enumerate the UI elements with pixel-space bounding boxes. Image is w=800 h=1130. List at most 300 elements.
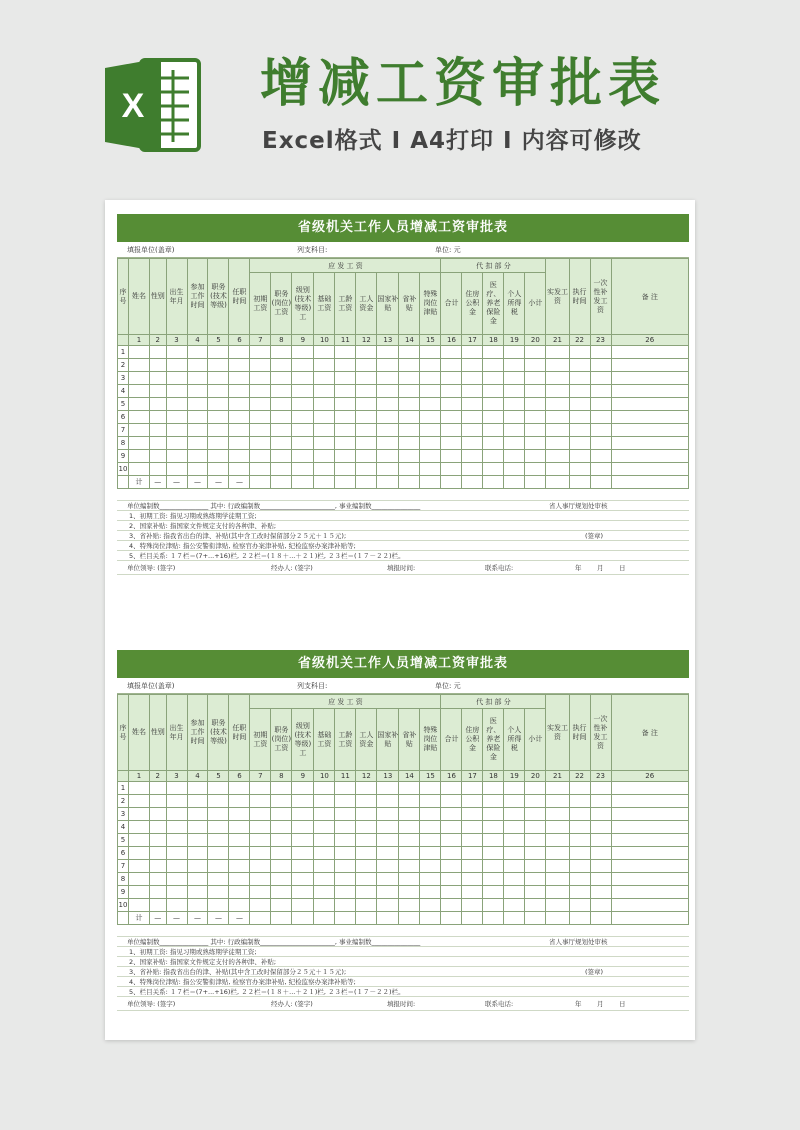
table-cell[interactable] <box>420 359 441 372</box>
table-cell[interactable] <box>420 372 441 385</box>
table-cell[interactable] <box>399 873 420 886</box>
table-cell[interactable] <box>569 411 590 424</box>
table-cell[interactable] <box>420 385 441 398</box>
table-cell[interactable] <box>356 463 377 476</box>
table-cell[interactable] <box>546 795 569 808</box>
table-cell[interactable] <box>399 463 420 476</box>
table-cell[interactable] <box>250 450 271 463</box>
table-cell[interactable] <box>271 860 292 873</box>
table-cell[interactable] <box>208 359 229 372</box>
table-cell[interactable] <box>356 899 377 912</box>
table-cell[interactable] <box>504 398 525 411</box>
table-cell[interactable] <box>590 385 611 398</box>
table-cell[interactable] <box>590 476 611 489</box>
table-cell[interactable] <box>250 372 271 385</box>
table-cell[interactable] <box>590 795 611 808</box>
table-cell[interactable] <box>420 476 441 489</box>
table-cell[interactable] <box>292 476 314 489</box>
table-cell[interactable] <box>504 834 525 847</box>
table-cell[interactable] <box>314 860 335 873</box>
table-cell[interactable] <box>150 847 167 860</box>
table-cell[interactable] <box>271 372 292 385</box>
table-cell[interactable] <box>271 834 292 847</box>
table-cell[interactable] <box>441 912 462 925</box>
table-cell[interactable] <box>611 899 689 912</box>
table-cell[interactable] <box>292 860 314 873</box>
table-cell[interactable] <box>590 912 611 925</box>
table-cell[interactable] <box>314 463 335 476</box>
table-cell[interactable] <box>569 450 590 463</box>
table-cell[interactable] <box>292 847 314 860</box>
table-cell[interactable] <box>546 346 569 359</box>
table-cell[interactable] <box>208 398 229 411</box>
table-cell[interactable] <box>441 873 462 886</box>
table-cell[interactable] <box>187 808 208 821</box>
table-cell[interactable] <box>462 385 483 398</box>
table-cell[interactable] <box>420 912 441 925</box>
table-cell[interactable] <box>187 372 208 385</box>
table-cell[interactable] <box>611 411 689 424</box>
table-cell[interactable] <box>271 437 292 450</box>
table-cell[interactable] <box>250 346 271 359</box>
table-cell[interactable] <box>525 899 546 912</box>
table-cell[interactable] <box>292 912 314 925</box>
table-cell[interactable] <box>377 424 399 437</box>
table-cell[interactable] <box>356 821 377 834</box>
table-cell[interactable] <box>525 873 546 886</box>
table-cell[interactable] <box>525 782 546 795</box>
table-cell[interactable] <box>590 886 611 899</box>
table-cell[interactable] <box>590 834 611 847</box>
table-cell[interactable] <box>504 821 525 834</box>
table-cell[interactable] <box>483 411 504 424</box>
table-cell[interactable] <box>150 808 167 821</box>
table-cell[interactable] <box>483 782 504 795</box>
table-cell[interactable] <box>420 782 441 795</box>
table-cell[interactable] <box>590 398 611 411</box>
table-cell[interactable] <box>166 411 187 424</box>
table-cell[interactable] <box>399 385 420 398</box>
table-cell[interactable] <box>129 424 150 437</box>
table-cell[interactable] <box>166 821 187 834</box>
table-cell[interactable] <box>129 860 150 873</box>
table-cell[interactable] <box>377 385 399 398</box>
table-cell[interactable] <box>150 782 167 795</box>
table-cell[interactable] <box>208 808 229 821</box>
table-cell[interactable] <box>166 398 187 411</box>
table-cell[interactable] <box>187 847 208 860</box>
table-cell[interactable] <box>483 424 504 437</box>
table-cell[interactable] <box>504 372 525 385</box>
table-cell[interactable] <box>335 398 356 411</box>
table-cell[interactable] <box>525 346 546 359</box>
table-cell[interactable] <box>483 860 504 873</box>
table-cell[interactable] <box>208 463 229 476</box>
table-cell[interactable] <box>590 860 611 873</box>
table-cell[interactable] <box>377 912 399 925</box>
table-cell[interactable] <box>150 411 167 424</box>
table-cell[interactable] <box>546 385 569 398</box>
table-cell[interactable] <box>546 359 569 372</box>
table-cell[interactable] <box>314 437 335 450</box>
table-cell[interactable] <box>314 782 335 795</box>
table-cell[interactable] <box>441 886 462 899</box>
table-cell[interactable] <box>611 359 689 372</box>
table-cell[interactable] <box>399 411 420 424</box>
table-cell[interactable] <box>314 359 335 372</box>
table-cell[interactable] <box>377 834 399 847</box>
table-cell[interactable] <box>166 782 187 795</box>
table-cell[interactable] <box>129 463 150 476</box>
table-cell[interactable] <box>399 808 420 821</box>
table-cell[interactable] <box>420 860 441 873</box>
table-cell[interactable] <box>356 398 377 411</box>
table-cell[interactable] <box>504 346 525 359</box>
table-cell[interactable] <box>271 385 292 398</box>
table-cell[interactable] <box>420 795 441 808</box>
table-cell[interactable] <box>504 899 525 912</box>
table-cell[interactable] <box>314 886 335 899</box>
table-cell[interactable] <box>611 385 689 398</box>
table-cell[interactable] <box>314 847 335 860</box>
table-cell[interactable] <box>356 385 377 398</box>
table-cell[interactable] <box>292 782 314 795</box>
table-cell[interactable] <box>150 899 167 912</box>
table-cell[interactable] <box>504 411 525 424</box>
table-cell[interactable] <box>250 398 271 411</box>
table-cell[interactable] <box>569 912 590 925</box>
table-cell[interactable] <box>504 795 525 808</box>
table-cell[interactable] <box>250 847 271 860</box>
table-cell[interactable] <box>250 411 271 424</box>
table-cell[interactable] <box>399 424 420 437</box>
table-cell[interactable] <box>441 847 462 860</box>
table-cell[interactable] <box>525 385 546 398</box>
table-cell[interactable] <box>611 372 689 385</box>
table-cell[interactable] <box>420 346 441 359</box>
table-cell[interactable] <box>229 359 250 372</box>
table-cell[interactable] <box>546 463 569 476</box>
table-cell[interactable] <box>569 808 590 821</box>
table-cell[interactable] <box>462 821 483 834</box>
table-cell[interactable] <box>187 782 208 795</box>
table-cell[interactable] <box>590 424 611 437</box>
table-cell[interactable] <box>335 860 356 873</box>
table-cell[interactable] <box>504 912 525 925</box>
table-cell[interactable] <box>292 808 314 821</box>
table-cell[interactable] <box>250 899 271 912</box>
table-cell[interactable] <box>525 359 546 372</box>
table-cell[interactable] <box>229 899 250 912</box>
table-cell[interactable] <box>356 411 377 424</box>
table-cell[interactable] <box>590 782 611 795</box>
table-cell[interactable] <box>271 398 292 411</box>
table-cell[interactable] <box>356 424 377 437</box>
table-cell[interactable] <box>377 899 399 912</box>
table-cell[interactable] <box>377 847 399 860</box>
table-cell[interactable] <box>441 834 462 847</box>
table-cell[interactable] <box>525 860 546 873</box>
table-cell[interactable] <box>356 372 377 385</box>
table-cell[interactable] <box>483 886 504 899</box>
table-cell[interactable] <box>356 476 377 489</box>
table-cell[interactable] <box>335 450 356 463</box>
table-cell[interactable] <box>546 834 569 847</box>
table-cell[interactable] <box>546 372 569 385</box>
table-cell[interactable] <box>462 782 483 795</box>
table-cell[interactable] <box>420 808 441 821</box>
table-cell[interactable] <box>525 424 546 437</box>
table-cell[interactable] <box>229 795 250 808</box>
table-cell[interactable] <box>250 795 271 808</box>
table-cell[interactable] <box>208 385 229 398</box>
table-cell[interactable] <box>229 372 250 385</box>
table-cell[interactable] <box>129 359 150 372</box>
table-cell[interactable] <box>150 450 167 463</box>
table-cell[interactable] <box>314 398 335 411</box>
table-cell[interactable] <box>483 359 504 372</box>
table-cell[interactable] <box>129 437 150 450</box>
table-cell[interactable] <box>314 424 335 437</box>
table-cell[interactable] <box>356 860 377 873</box>
table-cell[interactable] <box>441 450 462 463</box>
table-cell[interactable] <box>483 847 504 860</box>
table-cell[interactable] <box>462 873 483 886</box>
table-cell[interactable] <box>377 411 399 424</box>
table-cell[interactable] <box>441 808 462 821</box>
table-cell[interactable] <box>377 359 399 372</box>
table-cell[interactable] <box>356 346 377 359</box>
table-cell[interactable] <box>187 398 208 411</box>
table-cell[interactable] <box>292 834 314 847</box>
table-cell[interactable] <box>483 873 504 886</box>
table-cell[interactable] <box>525 795 546 808</box>
table-cell[interactable] <box>314 385 335 398</box>
table-cell[interactable] <box>292 411 314 424</box>
table-cell[interactable] <box>271 795 292 808</box>
table-cell[interactable] <box>462 398 483 411</box>
table-cell[interactable] <box>271 899 292 912</box>
table-cell[interactable] <box>187 886 208 899</box>
table-cell[interactable] <box>611 398 689 411</box>
table-cell[interactable] <box>250 873 271 886</box>
table-cell[interactable] <box>187 860 208 873</box>
table-cell[interactable] <box>611 886 689 899</box>
table-cell[interactable] <box>441 398 462 411</box>
table-cell[interactable] <box>399 821 420 834</box>
table-cell[interactable] <box>129 886 150 899</box>
table-cell[interactable] <box>250 476 271 489</box>
table-cell[interactable] <box>292 795 314 808</box>
table-cell[interactable] <box>314 450 335 463</box>
table-cell[interactable] <box>229 385 250 398</box>
table-cell[interactable] <box>150 385 167 398</box>
table-cell[interactable] <box>420 821 441 834</box>
table-cell[interactable] <box>399 476 420 489</box>
table-cell[interactable] <box>590 808 611 821</box>
table-cell[interactable] <box>208 411 229 424</box>
table-cell[interactable] <box>611 821 689 834</box>
table-cell[interactable] <box>356 886 377 899</box>
table-cell[interactable] <box>462 359 483 372</box>
table-cell[interactable] <box>271 873 292 886</box>
table-cell[interactable] <box>590 847 611 860</box>
table-cell[interactable] <box>590 437 611 450</box>
table-cell[interactable] <box>335 821 356 834</box>
table-cell[interactable] <box>569 476 590 489</box>
table-cell[interactable] <box>335 899 356 912</box>
table-cell[interactable] <box>208 834 229 847</box>
table-cell[interactable] <box>504 437 525 450</box>
table-cell[interactable] <box>441 372 462 385</box>
table-cell[interactable] <box>150 795 167 808</box>
table-cell[interactable] <box>208 847 229 860</box>
table-cell[interactable] <box>250 912 271 925</box>
table-cell[interactable] <box>271 821 292 834</box>
table-cell[interactable] <box>590 873 611 886</box>
table-cell[interactable] <box>483 808 504 821</box>
table-cell[interactable] <box>314 372 335 385</box>
table-cell[interactable] <box>150 821 167 834</box>
table-cell[interactable] <box>569 834 590 847</box>
table-cell[interactable] <box>292 385 314 398</box>
table-cell[interactable] <box>292 450 314 463</box>
table-cell[interactable] <box>420 463 441 476</box>
table-cell[interactable] <box>208 782 229 795</box>
table-cell[interactable] <box>129 346 150 359</box>
table-cell[interactable] <box>483 450 504 463</box>
table-cell[interactable] <box>399 860 420 873</box>
table-cell[interactable] <box>377 372 399 385</box>
table-cell[interactable] <box>187 385 208 398</box>
table-cell[interactable] <box>166 899 187 912</box>
table-cell[interactable] <box>399 437 420 450</box>
table-cell[interactable] <box>569 795 590 808</box>
table-cell[interactable] <box>420 886 441 899</box>
table-cell[interactable] <box>441 463 462 476</box>
table-cell[interactable] <box>399 359 420 372</box>
table-cell[interactable] <box>356 912 377 925</box>
table-cell[interactable] <box>335 359 356 372</box>
table-cell[interactable] <box>166 346 187 359</box>
table-cell[interactable] <box>229 346 250 359</box>
table-cell[interactable] <box>399 782 420 795</box>
table-cell[interactable] <box>590 372 611 385</box>
table-cell[interactable] <box>569 372 590 385</box>
table-cell[interactable] <box>187 346 208 359</box>
table-cell[interactable] <box>420 450 441 463</box>
table-cell[interactable] <box>399 847 420 860</box>
table-cell[interactable] <box>166 795 187 808</box>
table-cell[interactable] <box>441 411 462 424</box>
table-cell[interactable] <box>483 912 504 925</box>
table-cell[interactable] <box>250 808 271 821</box>
table-cell[interactable] <box>129 385 150 398</box>
table-cell[interactable] <box>611 437 689 450</box>
table-cell[interactable] <box>187 411 208 424</box>
table-cell[interactable] <box>420 424 441 437</box>
table-cell[interactable] <box>129 834 150 847</box>
table-cell[interactable] <box>569 873 590 886</box>
table-cell[interactable] <box>546 847 569 860</box>
table-cell[interactable] <box>569 860 590 873</box>
table-cell[interactable] <box>377 873 399 886</box>
table-cell[interactable] <box>611 847 689 860</box>
table-cell[interactable] <box>377 476 399 489</box>
table-cell[interactable] <box>314 873 335 886</box>
table-cell[interactable] <box>462 899 483 912</box>
table-cell[interactable] <box>546 476 569 489</box>
table-cell[interactable] <box>292 372 314 385</box>
table-cell[interactable] <box>314 821 335 834</box>
table-cell[interactable] <box>314 834 335 847</box>
table-cell[interactable] <box>208 437 229 450</box>
table-cell[interactable] <box>546 912 569 925</box>
table-cell[interactable] <box>569 385 590 398</box>
table-cell[interactable] <box>611 782 689 795</box>
table-cell[interactable] <box>166 450 187 463</box>
table-cell[interactable] <box>335 476 356 489</box>
table-cell[interactable] <box>462 847 483 860</box>
table-cell[interactable] <box>129 808 150 821</box>
table-cell[interactable] <box>377 346 399 359</box>
table-cell[interactable] <box>150 886 167 899</box>
table-cell[interactable] <box>356 873 377 886</box>
table-cell[interactable] <box>250 886 271 899</box>
table-cell[interactable] <box>314 476 335 489</box>
table-cell[interactable] <box>611 834 689 847</box>
table-cell[interactable] <box>525 476 546 489</box>
table-cell[interactable] <box>377 782 399 795</box>
table-cell[interactable] <box>441 359 462 372</box>
table-cell[interactable] <box>250 437 271 450</box>
table-cell[interactable] <box>250 834 271 847</box>
table-cell[interactable] <box>420 398 441 411</box>
table-cell[interactable] <box>208 450 229 463</box>
table-cell[interactable] <box>525 372 546 385</box>
table-cell[interactable] <box>335 463 356 476</box>
table-cell[interactable] <box>399 450 420 463</box>
table-cell[interactable] <box>150 860 167 873</box>
table-cell[interactable] <box>569 899 590 912</box>
table-cell[interactable] <box>356 782 377 795</box>
table-cell[interactable] <box>271 476 292 489</box>
table-cell[interactable] <box>129 398 150 411</box>
table-cell[interactable] <box>569 437 590 450</box>
table-cell[interactable] <box>187 899 208 912</box>
table-cell[interactable] <box>377 795 399 808</box>
table-cell[interactable] <box>356 795 377 808</box>
table-cell[interactable] <box>166 385 187 398</box>
table-cell[interactable] <box>129 372 150 385</box>
table-cell[interactable] <box>569 463 590 476</box>
table-cell[interactable] <box>229 834 250 847</box>
table-cell[interactable] <box>441 424 462 437</box>
table-cell[interactable] <box>208 346 229 359</box>
table-cell[interactable] <box>483 398 504 411</box>
table-cell[interactable] <box>399 834 420 847</box>
table-cell[interactable] <box>462 795 483 808</box>
table-cell[interactable] <box>483 795 504 808</box>
table-cell[interactable] <box>271 463 292 476</box>
table-cell[interactable] <box>525 450 546 463</box>
table-cell[interactable] <box>208 873 229 886</box>
table-cell[interactable] <box>229 808 250 821</box>
table-cell[interactable] <box>335 808 356 821</box>
table-cell[interactable] <box>546 450 569 463</box>
table-cell[interactable] <box>462 424 483 437</box>
table-cell[interactable] <box>335 834 356 847</box>
